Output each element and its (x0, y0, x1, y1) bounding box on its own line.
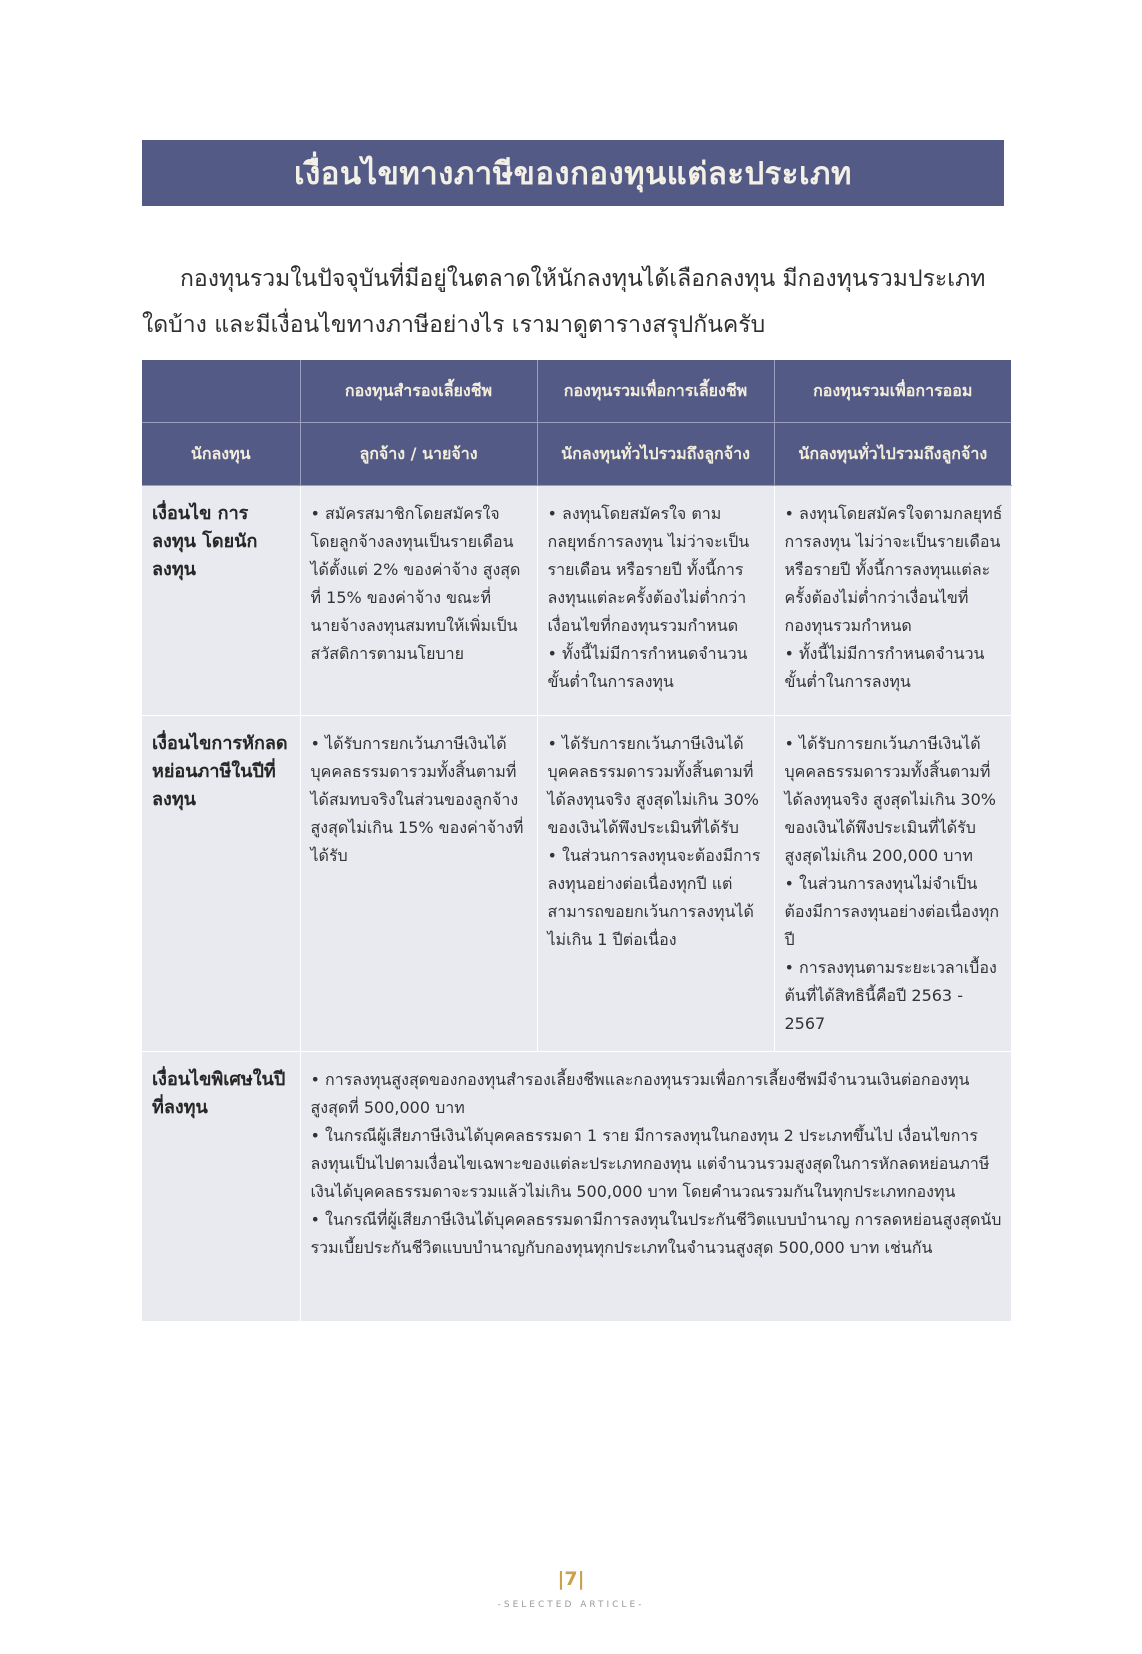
table-row (142, 716, 1011, 1052)
cell-bullet: • ลงทุนโดยสมัครใจ ตามกลยุทธ์การลงทุน ไม่ว่าจะเป็นรายเดือน หรือรายปี ทั้งนี้การลงทุนแต่ละครั้งต้องไม่ต่ำกว่าเงื่อนไขที่กองทุนรวมกำหนด (547, 504, 750, 635)
header-investor-rmf: นักลงทุนทั่วไปรวมถึงลูกจ้าง (537, 423, 774, 486)
cell-bullet: • ได้รับการยกเว้นภาษีเงินได้บุคคลธรรมดารวมทั้งสิ้นตามที่ได้ลงทุนจริง สูงสุดไม่เกิน 30% ของเงินได้พึงประเมินที่ได้รับ (547, 734, 759, 837)
special-bullet: • ในกรณีผู้เสียภาษีเงินได้บุคคลธรรมดา 1 ราย มีการลงทุนในกองทุน 2 ประเภทขึ้นไป เงื่อนไขการลงทุนเป็นไปตามเงื่อนไขเฉพาะของแต่ละประเภทกองทุน แต่จำนวนรวมสูงสุดในการหักลดหย่อนภาษีเงินได้บุคคลธรรมดาจะรวมแล้วไม่เกิน 500,000 บาท โดยคำนวณรวมกันในทุกประเภทกองทุน (310, 1126, 990, 1201)
row-label-investment-conditions: เงื่อนไข การลงทุน โดยนักลงทุน (142, 486, 300, 716)
intro-paragraph: กองทุนรวมในปัจจุบันที่มีอยู่ในตลาดให้นักลงทุนได้เลือกลงทุน มีกองทุนรวมประเภทใดบ้าง และมีเงื่อนไขทางภาษีอย่างไร เรามาดูตารางสรุปกันครับ (142, 266, 986, 338)
cell-bullet: • ทั้งนี้ไม่มีการกำหนดจำนวนขั้นต่ำในการลงทุน (784, 644, 985, 691)
cell-bullet: • ได้รับการยกเว้นภาษีเงินได้บุคคลธรรมดารวมทั้งสิ้นตามที่ได้ลงทุนจริง สูงสุดไม่เกิน 30% ของเงินได้พึงประเมินที่ได้รับ สูงสุดไม่เกิน 200,000 บาท (784, 734, 996, 865)
cell-bullet: • สมัครสมาชิกโดยสมัครใจ โดยลูกจ้างลงทุนเป็นรายเดือนได้ตั้งแต่ 2% ของค่าจ้าง สูงสุดที่ 15% ของค่าจ้าง ขณะที่นายจ้างลงทุนสมทบให้เพิ่มเป็นสวัสดิการตามนโยบาย (310, 504, 521, 663)
header-blank-cell (142, 360, 300, 423)
header-row-investors (142, 423, 1011, 486)
header-provident-fund: กองทุนสำรองเลี้ยงชีพ (300, 360, 537, 423)
cell-rmf-deduction (537, 716, 774, 1052)
cell-special-conditions (300, 1052, 1011, 1322)
special-bullet: • ในกรณีที่ผู้เสียภาษีเงินได้บุคคลธรรมดามีการลงทุนในประกันชีวิตแบบบำนาญ การลดหย่อนสูงสุดนับรวมเบี้ยประกันชีวิตแบบบำนาญกับกองทุนทุกประเภทในจำนวนสูงสุด 500,000 บาท เช่นกัน (310, 1210, 1002, 1257)
tax-conditions-table (142, 360, 1012, 1322)
table-row (142, 486, 1011, 716)
cell-provident-investment (300, 486, 537, 716)
header-rmf: กองทุนรวมเพื่อการเลี้ยงชีพ (537, 360, 774, 423)
table-row (142, 1052, 1011, 1322)
row-label-special-conditions: เงื่อนไขพิเศษในปีที่ลงทุน (142, 1052, 300, 1322)
cell-bullet: • ได้รับการยกเว้นภาษีเงินได้บุคคลธรรมดารวมทั้งสิ้นตามที่ได้สมทบจริงในส่วนของลูกจ้าง สูงสุดไม่เกิน 15% ของค่าจ้างที่ได้รับ (310, 734, 524, 865)
header-ssf: กองทุนรวมเพื่อการออม (774, 360, 1011, 423)
row-label-tax-deduction: เงื่อนไขการหักลดหย่อนภาษีในปีที่ลงทุน (142, 716, 300, 1052)
cell-bullet: • ในส่วนการลงทุนจะต้องมีการลงทุนอย่างต่อเนื่องทุกปี แต่สามารถขอยกเว้นการลงทุนได้ไม่เกิน 1 ปีต่อเนื่อง (547, 846, 761, 949)
cell-bullet: • การลงทุนตามระยะเวลาเบื้องต้นที่ได้สิทธินี้คือปี 2563 - 2567 (784, 958, 997, 1033)
page-number: |7| (557, 1568, 585, 1590)
header-row-fund-types (142, 360, 1011, 423)
cell-provident-deduction (300, 716, 537, 1052)
header-investor-provident: ลูกจ้าง / นายจ้าง (300, 423, 537, 486)
cell-bullet: • ลงทุนโดยสมัครใจตามกลยุทธ์การลงทุน ไม่ว่าจะเป็นรายเดือนหรือรายปี ทั้งนี้การลงทุนแต่ละครั้งต้องไม่ต่ำกว่าเงื่อนไขที่กองทุนรวมกำหนด (784, 504, 1003, 635)
header-investor-label: นักลงทุน (142, 423, 300, 486)
special-bullet: • การลงทุนสูงสุดของกองทุนสำรองเลี้ยงชีพและกองทุนรวมเพื่อการเลี้ยงชีพมีจำนวนเงินต่อกองทุนสูงสุดที่ 500,000 บาท (310, 1070, 970, 1117)
cell-ssf-deduction (774, 716, 1011, 1052)
footer-section-label: -SELECTED ARTICLE- (497, 1600, 645, 1610)
page-title: เงื่อนไขทางภาษีของกองทุนแต่ละประเภท (294, 156, 852, 192)
header-investor-ssf: นักลงทุนทั่วไปรวมถึงลูกจ้าง (774, 423, 1011, 486)
cell-rmf-investment (537, 486, 774, 716)
cell-bullet: • ทั้งนี้ไม่มีการกำหนดจำนวนขั้นต่ำในการลงทุน (547, 644, 748, 691)
cell-bullet: • ในส่วนการลงทุนไม่จำเป็นต้องมีการลงทุนอย่างต่อเนื่องทุกปี (784, 874, 1000, 949)
title-banner (142, 140, 1004, 206)
cell-ssf-investment (774, 486, 1011, 716)
